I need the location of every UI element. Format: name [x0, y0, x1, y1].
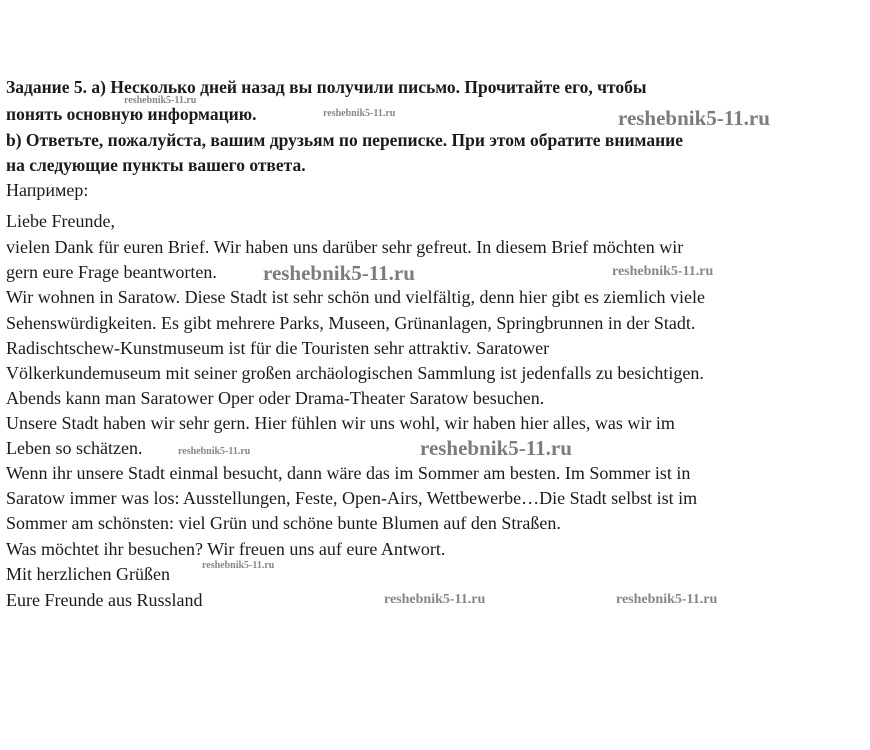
letter-line: Wir wohnen in Saratow. Diese Stadt ist sehr schön und vielfältig, denn hier gibt es ziemlich viele [6, 287, 705, 307]
letter-line: Wenn ihr unsere Stadt einmal besucht, dann wäre das im Sommer am besten. Im Sommer ist in [6, 463, 691, 483]
watermark: reshebnik5-11.ru [618, 106, 770, 130]
task-heading-line-1: Задание 5. а) Несколько дней назад вы получили письмо. Прочитайте его, чтобы [6, 77, 647, 97]
letter-line: gern eure Frage beantworten. [6, 262, 217, 282]
letter-line: Abends kann man Saratower Oper oder Drama-Theater Saratow besuchen. [6, 388, 545, 408]
example-label: Например: [6, 180, 89, 200]
watermark: reshebnik5-11.ru [612, 264, 714, 279]
task-heading-line-3: b) Ответьте, пожалуйста, вашим друзьям по переписке. При этом обратите внимание [6, 130, 684, 150]
task-heading-line-2: понять основную информацию. [6, 104, 257, 124]
letter-signature: Eure Freunde aus Russland [6, 590, 203, 610]
letter-line: Was möchtet ihr besuchen? Wir freuen uns auf eure Antwort. [6, 539, 446, 559]
letter-line: vielen Dank für euren Brief. Wir haben uns darüber sehr gefreut. In diesem Brief möchten wir [6, 237, 684, 257]
watermark: reshebnik5-11.ru [420, 436, 572, 460]
letter-line: Saratow immer was los: Ausstellungen, Feste, Open-Airs, Wettbewerbe…Die Stadt selbst ist im [6, 488, 698, 508]
watermark: reshebnik5-11.ru [616, 592, 718, 607]
letter-line: Sommer am schönsten: viel Grün und schöne bunte Blumen auf den Straßen. [6, 513, 561, 533]
watermark: reshebnik5-11.ru [323, 108, 396, 119]
letter-greeting: Liebe Freunde, [6, 211, 115, 231]
watermark: reshebnik5-11.ru [202, 560, 275, 571]
letter-line: Leben so schätzen. [6, 438, 143, 458]
letter-line: Unsere Stadt haben wir sehr gern. Hier fühlen wir uns wohl, wir haben hier alles, was wir im [6, 413, 675, 433]
watermark: reshebnik5-11.ru [263, 261, 415, 285]
letter-closing: Mit herzlichen Grüßen [6, 564, 170, 584]
watermark: reshebnik5-11.ru [124, 95, 197, 106]
task-heading-line-4: на следующие пункты вашего ответа. [6, 155, 306, 175]
watermark: reshebnik5-11.ru [178, 446, 251, 457]
letter-line: Radischtschew-Kunstmuseum ist für die Touristen sehr attraktiv. Saratower [6, 338, 550, 358]
letter-line: Völkerkundemuseum mit seiner großen archäologischen Sammlung ist jedenfalls zu besichtigen. [6, 363, 704, 383]
watermark: reshebnik5-11.ru [384, 592, 486, 607]
letter-line: Sehenswürdigkeiten. Es gibt mehrere Parks, Museen, Grünanlagen, Springbrunnen in der Stadt. [6, 313, 696, 333]
